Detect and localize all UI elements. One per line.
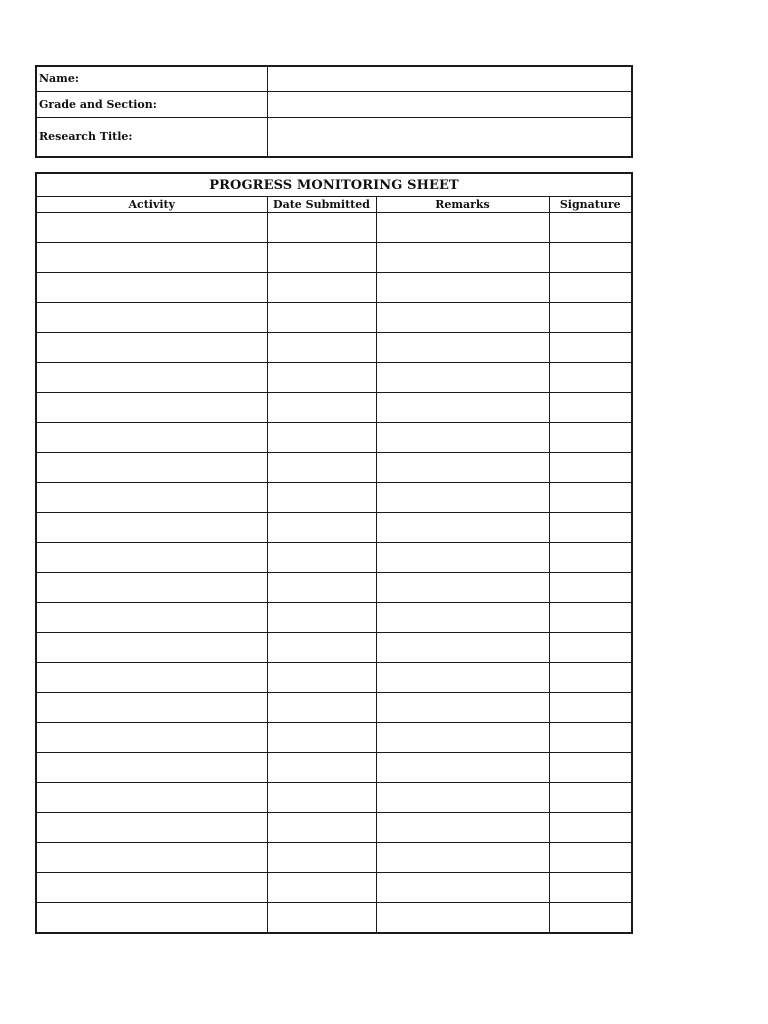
activity-cell[interactable] — [36, 633, 267, 663]
activity-cell[interactable] — [36, 363, 267, 393]
remarks-cell[interactable] — [376, 783, 549, 813]
date-submitted-cell[interactable] — [267, 333, 376, 363]
table-row — [36, 513, 632, 543]
remarks-cell[interactable] — [376, 363, 549, 393]
date-submitted-cell[interactable] — [267, 303, 376, 333]
activity-cell[interactable] — [36, 273, 267, 303]
table-row — [36, 753, 632, 783]
grade-section-field[interactable] — [267, 91, 632, 117]
remarks-cell[interactable] — [376, 213, 549, 243]
table-row — [36, 723, 632, 753]
activity-cell[interactable] — [36, 513, 267, 543]
date-submitted-cell[interactable] — [267, 273, 376, 303]
signature-cell[interactable] — [549, 783, 632, 813]
remarks-cell[interactable] — [376, 333, 549, 363]
activity-cell[interactable] — [36, 783, 267, 813]
date-submitted-cell[interactable] — [267, 483, 376, 513]
date-submitted-cell[interactable] — [267, 393, 376, 423]
column-header-activity: Activity — [36, 197, 267, 213]
signature-cell[interactable] — [549, 693, 632, 723]
activity-cell[interactable] — [36, 243, 267, 273]
table-row — [36, 783, 632, 813]
table-row — [36, 633, 632, 663]
activity-cell[interactable] — [36, 873, 267, 903]
date-submitted-cell[interactable] — [267, 693, 376, 723]
activity-cell[interactable] — [36, 903, 267, 934]
activity-cell[interactable] — [36, 573, 267, 603]
signature-cell[interactable] — [549, 453, 632, 483]
research-title-label: Research Title: — [36, 117, 267, 157]
activity-cell[interactable] — [36, 213, 267, 243]
student-info-table — [35, 65, 633, 158]
date-submitted-cell[interactable] — [267, 783, 376, 813]
remarks-cell[interactable] — [376, 873, 549, 903]
activity-cell[interactable] — [36, 453, 267, 483]
research-title-field[interactable] — [267, 117, 632, 157]
activity-cell[interactable] — [36, 603, 267, 633]
table-row — [36, 393, 632, 423]
signature-cell[interactable] — [549, 303, 632, 333]
table-row — [36, 693, 632, 723]
activity-cell[interactable] — [36, 693, 267, 723]
date-submitted-cell[interactable] — [267, 243, 376, 273]
remarks-cell[interactable] — [376, 513, 549, 543]
table-row — [36, 363, 632, 393]
remarks-cell[interactable] — [376, 273, 549, 303]
table-row — [36, 873, 632, 903]
activity-cell[interactable] — [36, 333, 267, 363]
remarks-cell[interactable] — [376, 723, 549, 753]
signature-cell[interactable] — [549, 483, 632, 513]
column-header-signature: Signature — [549, 197, 632, 213]
date-submitted-cell[interactable] — [267, 903, 376, 934]
remarks-cell[interactable] — [376, 693, 549, 723]
signature-cell[interactable] — [549, 363, 632, 393]
date-submitted-cell[interactable] — [267, 423, 376, 453]
signature-cell[interactable] — [549, 213, 632, 243]
date-submitted-cell[interactable] — [267, 753, 376, 783]
date-submitted-cell[interactable] — [267, 453, 376, 483]
table-row — [36, 243, 632, 273]
activity-cell[interactable] — [36, 663, 267, 693]
signature-cell[interactable] — [549, 663, 632, 693]
table-row — [36, 603, 632, 633]
signature-cell[interactable] — [549, 513, 632, 543]
signature-cell[interactable] — [549, 873, 632, 903]
activity-cell[interactable] — [36, 813, 267, 843]
table-row — [36, 303, 632, 333]
table-row — [36, 903, 632, 934]
remarks-cell[interactable] — [376, 663, 549, 693]
date-submitted-cell[interactable] — [267, 813, 376, 843]
activity-cell[interactable] — [36, 723, 267, 753]
remarks-cell[interactable] — [376, 483, 549, 513]
signature-cell[interactable] — [549, 903, 632, 934]
table-row — [36, 843, 632, 873]
signature-cell[interactable] — [549, 573, 632, 603]
signature-cell[interactable] — [549, 753, 632, 783]
table-row — [36, 423, 632, 453]
date-submitted-cell[interactable] — [267, 663, 376, 693]
signature-cell[interactable] — [549, 843, 632, 873]
grade-section-label: Grade and Section: — [36, 91, 267, 117]
column-header-date-submitted: Date Submitted — [267, 197, 376, 213]
sheet-title: PROGRESS MONITORING SHEET — [36, 173, 632, 197]
activity-cell[interactable] — [36, 423, 267, 453]
activity-cell[interactable] — [36, 393, 267, 423]
signature-cell[interactable] — [549, 333, 632, 363]
progress-monitoring-table — [35, 172, 633, 934]
signature-cell[interactable] — [549, 813, 632, 843]
name-field[interactable] — [267, 66, 632, 91]
activity-cell[interactable] — [36, 543, 267, 573]
date-submitted-cell[interactable] — [267, 573, 376, 603]
remarks-cell[interactable] — [376, 903, 549, 934]
table-row — [36, 483, 632, 513]
signature-cell[interactable] — [549, 603, 632, 633]
signature-cell[interactable] — [549, 543, 632, 573]
table-row — [36, 813, 632, 843]
table-row — [36, 663, 632, 693]
remarks-cell[interactable] — [376, 543, 549, 573]
column-header-remarks: Remarks — [376, 197, 549, 213]
signature-cell[interactable] — [549, 393, 632, 423]
date-submitted-cell[interactable] — [267, 633, 376, 663]
sheet-body — [36, 213, 632, 934]
remarks-cell[interactable] — [376, 573, 549, 603]
activity-cell[interactable] — [36, 753, 267, 783]
signature-cell[interactable] — [549, 633, 632, 663]
table-row — [36, 453, 632, 483]
remarks-cell[interactable] — [376, 393, 549, 423]
activity-cell[interactable] — [36, 483, 267, 513]
remarks-cell[interactable] — [376, 303, 549, 333]
table-row — [36, 543, 632, 573]
signature-cell[interactable] — [549, 243, 632, 273]
date-submitted-cell[interactable] — [267, 213, 376, 243]
date-submitted-cell[interactable] — [267, 603, 376, 633]
date-submitted-cell[interactable] — [267, 513, 376, 543]
remarks-cell[interactable] — [376, 633, 549, 663]
date-submitted-cell[interactable] — [267, 723, 376, 753]
activity-cell[interactable] — [36, 843, 267, 873]
signature-cell[interactable] — [549, 423, 632, 453]
table-row — [36, 333, 632, 363]
table-row — [36, 273, 632, 303]
signature-cell[interactable] — [549, 723, 632, 753]
remarks-cell[interactable] — [376, 423, 549, 453]
remarks-cell[interactable] — [376, 753, 549, 783]
date-submitted-cell[interactable] — [267, 843, 376, 873]
name-label: Name: — [36, 66, 267, 91]
remarks-cell[interactable] — [376, 843, 549, 873]
remarks-cell[interactable] — [376, 453, 549, 483]
remarks-cell[interactable] — [376, 813, 549, 843]
activity-cell[interactable] — [36, 303, 267, 333]
date-submitted-cell[interactable] — [267, 543, 376, 573]
remarks-cell[interactable] — [376, 603, 549, 633]
date-submitted-cell[interactable] — [267, 873, 376, 903]
table-row — [36, 213, 632, 243]
date-submitted-cell[interactable] — [267, 363, 376, 393]
table-row — [36, 573, 632, 603]
remarks-cell[interactable] — [376, 243, 549, 273]
signature-cell[interactable] — [549, 273, 632, 303]
